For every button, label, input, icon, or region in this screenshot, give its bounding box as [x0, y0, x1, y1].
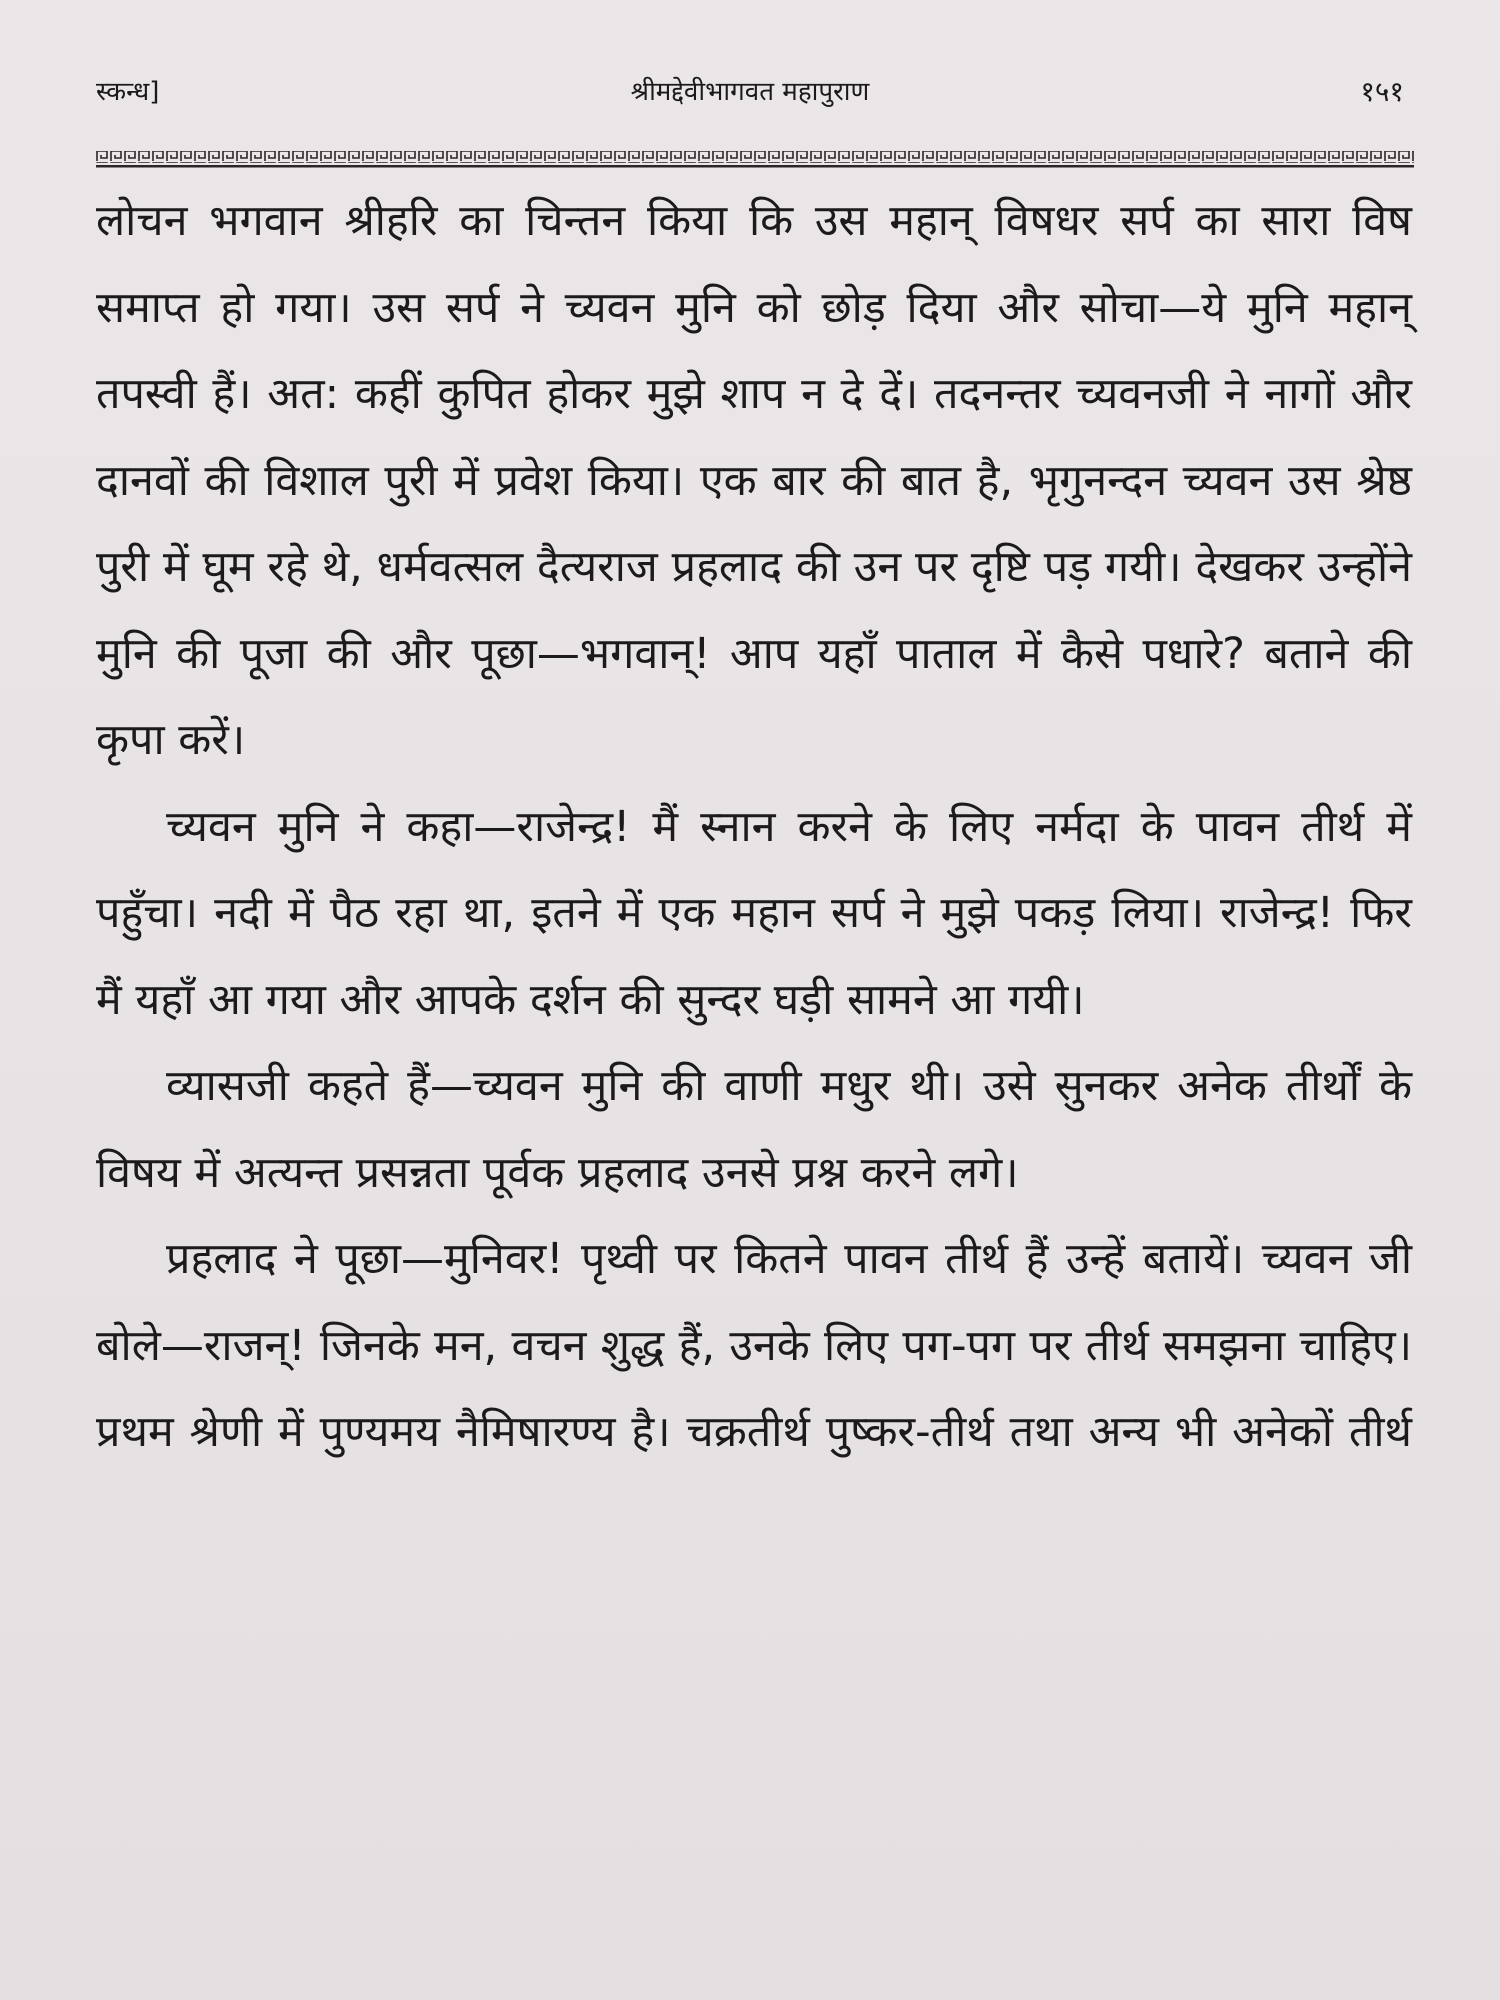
- section-label: स्कन्ध]: [96, 77, 160, 107]
- paragraph-2: च्यवन मुनि ने कहा—राजेन्द्र! मैं स्नान करने के लिए नर्मदा के पावन तीर्थ में पहुँचा। नदी में पैठ रहा था, इतने में एक महान सर्प ने मुझे पकड़ लिया। राजेन्द्र! फिर मैं यहाँ आ गया और आपके दर्शन की सुन्दर घड़ी सामने आ गयी।: [96, 801, 1412, 1025]
- main-text: [96, 178, 1412, 1476]
- paragraph-3: व्यासजी कहते हैं—च्यवन मुनि की वाणी मधुर थी। उसे सुनकर अनेक तीर्थों के विषय में अत्यन्त प्रसन्नता पूर्वक प्रहलाद उनसे प्रश्न करने लगे।: [96, 1061, 1412, 1198]
- paragraph-1: लोचन भगवान श्रीहरि का चिन्तन किया कि उस महान् विषधर सर्प का सारा विष समाप्त हो गया। उस सर्प ने च्यवन मुनि को छोड़ दिया और सोचा—ये मुनि महान् तपस्वी हैं। अत: कहीं कुपित होकर मुझे शाप न दे दें। तदनन्तर च्यवनजी ने नागों और दानवों की विशाल पुरी में प्रवेश किया। एक बार की बात है, भृगुनन्दन च्यवन उस श्रेष्ठ पुरी में घूम रहे थे, धर्मवत्सल दैत्यराज प्रहलाद की उन पर दृष्टि पड़ गयी। देखकर उन्होंने मुनि की पूजा की और पूछा—भगवान्! आप यहाँ पाताल में कैसे पधारे? बताने की कृपा करें।: [96, 196, 1412, 765]
- page-header: [96, 66, 1404, 116]
- running-title: श्रीमद्देवीभागवत महापुराण: [630, 77, 870, 107]
- decorative-border-rule: [96, 150, 1414, 170]
- paragraph-4: प्रहलाद ने पूछा—मुनिवर! पृथ्वी पर कितने पावन तीर्थ हैं उन्हें बतायें। च्यवन जी बोले—राजन्! जिनके मन, वचन शुद्ध हैं, उनके लिए पग-पग पर तीर्थ समझना चाहिए। प्रथम श्रेणी में पुण्यमय नैमिषारण्य है। चक्रतीर्थ पुष्कर-तीर्थ तथा अन्य भी अनेकों तीर्थ: [96, 1234, 1412, 1457]
- page-number: १५१: [1360, 75, 1404, 108]
